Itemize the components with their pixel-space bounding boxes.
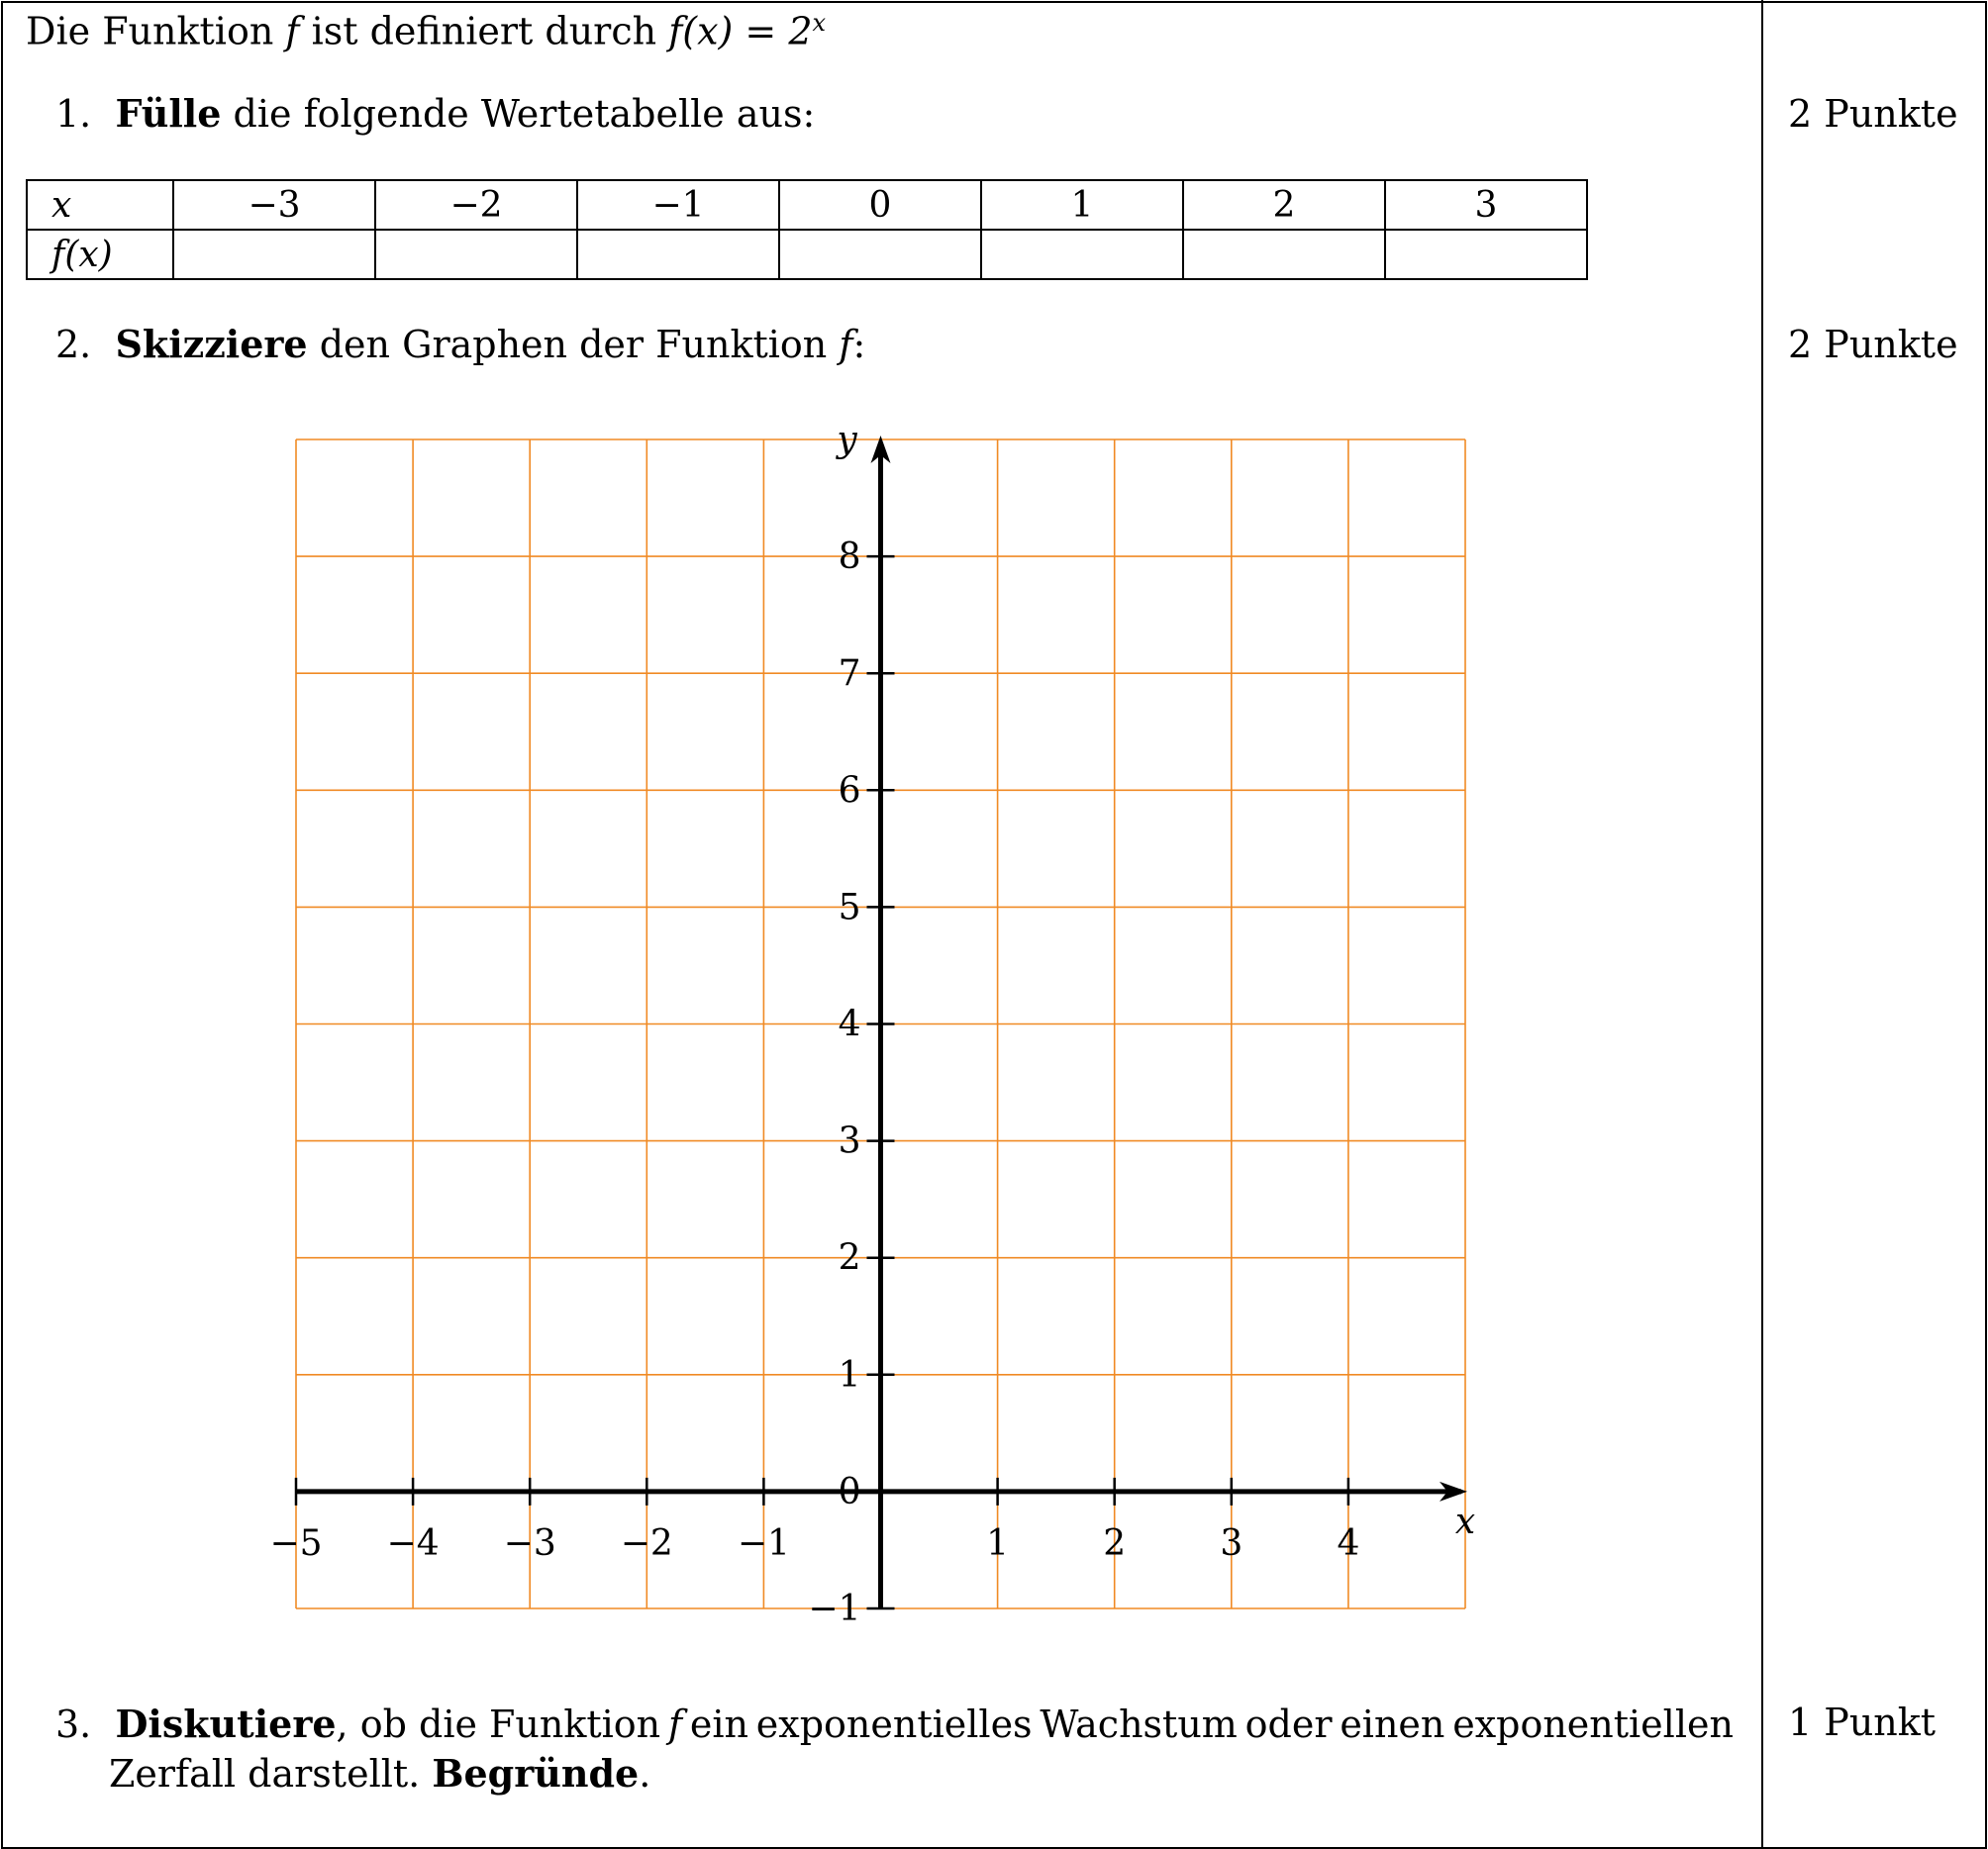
intro-text2: ist definiert durch [311,9,657,53]
table-x-cell: 3 [1385,180,1587,230]
y-tick-label: −1 [808,1589,861,1629]
y-tick-label: 8 [838,536,861,578]
task1-points: 2 Punkte [1788,92,1958,136]
y-tick-label: 4 [838,1004,861,1045]
y-tick-label: 2 [838,1237,861,1279]
task3-line1 [55,1700,1734,1749]
table-x-label: x [27,180,173,230]
task1-bold: Fülle [115,91,222,136]
y-tick-label: 0 [838,1471,861,1512]
intro-text: Die Funktion [26,9,274,53]
task3-bold: Diskutiere [115,1702,337,1746]
x-axis-label: x [1454,1501,1476,1542]
task3-word: Wachstum [1040,1703,1238,1746]
x-tick-label: −3 [503,1522,556,1564]
table-x-cell: −2 [375,180,577,230]
task2-bold: Skizziere [115,322,308,366]
table-x-cell: −1 [577,180,779,230]
y-tick-label: 3 [838,1120,861,1162]
table-fx-label: f(x) [27,230,173,279]
table-x-cell: 2 [1183,180,1385,230]
x-tick-label: −2 [620,1522,673,1564]
task3-number: 3. [55,1703,92,1746]
task3-line2-text: Zerfall darstellt. [109,1752,421,1796]
intro-exponent: x [812,9,827,37]
y-tick-label: 6 [838,770,861,812]
task2-points: 2 Punkte [1788,323,1958,366]
task3-word: exponentielles [755,1703,1033,1746]
task3-word: ein [689,1703,748,1746]
y-tick-label: 7 [838,653,861,695]
task3-word: oder [1244,1703,1333,1746]
task3-period: . [639,1752,651,1796]
y-tick-label: 5 [838,887,861,928]
task3-word: einen [1340,1703,1445,1746]
x-tick-label: −4 [386,1522,440,1564]
task3-points: 1 Punkt [1788,1701,1937,1744]
task2-colon: : [852,323,866,366]
y-axis-label: y [837,420,857,460]
table-x-cell: −3 [173,180,375,230]
intro-formula: f(x) = 2 [668,9,813,53]
task2-text: den Graphen der Funktion [319,323,828,366]
table-x-cell: 0 [779,180,981,230]
x-tick-label: 1 [986,1522,1010,1564]
table-x-cell: 1 [981,180,1183,230]
y-tick-label: 1 [838,1354,861,1396]
task2-function-name: f [839,323,853,366]
task3-bold2: Begründe [432,1751,640,1796]
x-tick-label: 3 [1220,1522,1243,1564]
task1-text: die folgende Wertetabelle aus: [233,92,816,136]
x-tick-label: 4 [1337,1522,1360,1564]
task3-line1-rest: , ob die Funktion [336,1703,661,1746]
task3-lead [55,1700,660,1749]
task2-number: 2. [55,323,92,366]
task3-block [55,1700,1734,1799]
task1-number: 1. [55,92,92,136]
task3-word: exponentiellen [1452,1703,1734,1746]
x-tick-label: 2 [1103,1522,1127,1564]
intro-function-name: f [285,9,300,53]
x-tick-label: −5 [269,1522,323,1564]
task3-line2 [55,1749,1734,1799]
task3-function-name: f [667,1703,683,1746]
x-tick-label: −1 [737,1522,790,1564]
